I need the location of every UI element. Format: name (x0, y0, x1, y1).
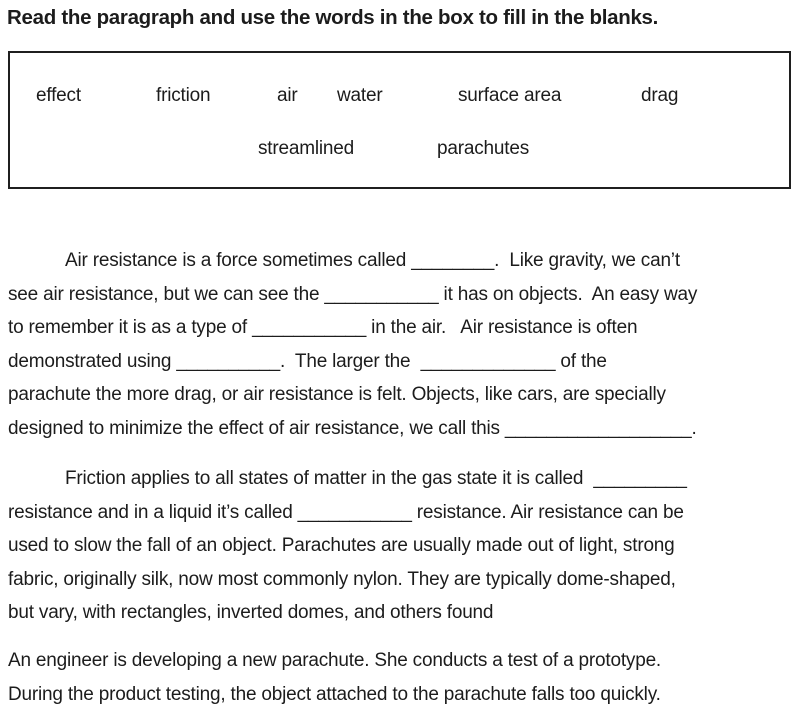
word-bank-term-water: water (337, 85, 383, 106)
paragraph-line: resistance and in a liquid it’s called ___________ resistance. Air resistance can be (8, 501, 684, 523)
paragraph-line: Friction applies to all states of matter in the gas state it is called _________ (65, 468, 687, 489)
paragraph-line: designed to minimize the effect of air resistance, we call this __________________. (8, 417, 697, 439)
word-bank-term-streamlined: streamlined (258, 138, 355, 159)
paragraph-friction (8, 462, 796, 630)
paragraph-line: fabric, originally silk, now most commonly nylon. They are typically dome-shaped, (8, 568, 676, 590)
paragraph-line: but vary, with rectangles, inverted domes, and others found (8, 602, 494, 623)
word-bank-term-surface-area: surface area (458, 85, 562, 106)
paragraph-line: During the product testing, the object attached to the parachute falls too quickly. (8, 683, 661, 705)
paragraph-air-resistance (8, 244, 796, 445)
word-bank-term-drag: drag (641, 85, 679, 106)
paragraph-line: used to slow the fall of an object. Parachutes are usually made out of light, strong (8, 535, 675, 556)
paragraph-line: Air resistance is a force sometimes called ________. Like gravity, we can’t (65, 250, 680, 271)
word-bank-term-friction: friction (156, 85, 211, 106)
word-bank-term-effect: effect (36, 85, 81, 106)
paragraph-line: demonstrated using __________. The larger the _____________ of the (8, 350, 607, 372)
word-bank-box (8, 51, 791, 189)
paragraph-line: parachute the more drag, or air resistance is felt. Objects, like cars, are specially (8, 384, 666, 405)
paragraph-engineer (8, 644, 796, 711)
worksheet-title: Read the paragraph and use the words in the box to fill in the blanks. (7, 6, 659, 29)
word-bank-term-air: air (277, 85, 298, 106)
paragraph-line: An engineer is developing a new parachute. She conducts a test of a prototype. (8, 650, 662, 671)
word-bank-term-parachutes: parachutes (437, 138, 530, 159)
paragraph-line: to remember it is as a type of ___________ in the air. Air resistance is often (8, 317, 638, 338)
paragraph-line: see air resistance, but we can see the ___________ it has on objects. An easy way (8, 283, 698, 305)
